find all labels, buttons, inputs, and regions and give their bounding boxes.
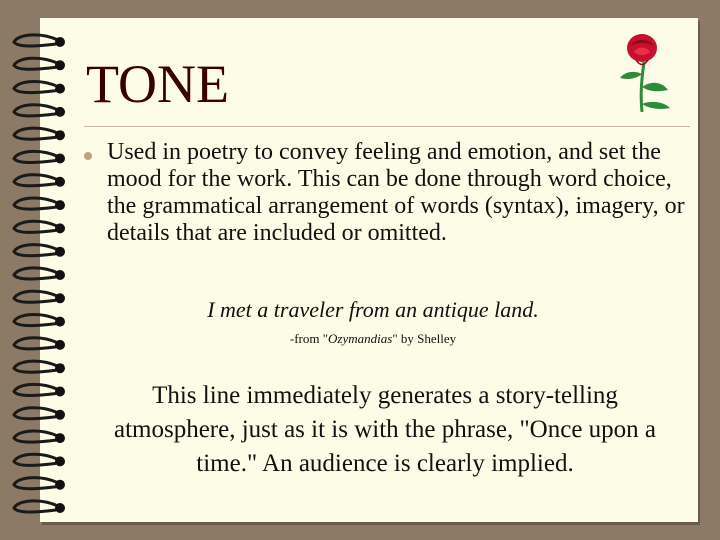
title-divider (84, 126, 690, 127)
binding-hole (55, 177, 65, 187)
binding-ring (14, 501, 58, 512)
spiral-binding-icon (0, 0, 80, 540)
binding-ring (14, 408, 58, 419)
binding-hole (55, 247, 65, 257)
binding-hole (55, 130, 65, 140)
binding-ring (14, 151, 58, 162)
binding-ring (14, 198, 58, 209)
binding-hole (55, 107, 65, 117)
tone-definition: Used in poetry to convey feeling and emotion, and set the mood for the work. This can be done through word choice, the grammatical arrangement of words (syntax), imagery, or details that are included or omitted. (107, 139, 685, 246)
binding-ring (14, 221, 58, 232)
binding-ring (14, 128, 58, 139)
binding-ring (14, 245, 58, 256)
slide-title: TONE (86, 54, 229, 114)
binding-hole (55, 480, 65, 490)
binding-hole (55, 363, 65, 373)
binding-ring (14, 454, 58, 465)
binding-hole (55, 387, 65, 397)
quote-analysis: This line immediately generates a story-telling atmosphere, just as it is with the phrase, "Once upon a time." An audience is clearly implied. (113, 382, 657, 477)
binding-ring (14, 478, 58, 489)
binding-ring (14, 384, 58, 395)
rose-icon (614, 32, 676, 114)
binding-hole (55, 200, 65, 210)
quote-attribution (0, 331, 720, 347)
binding-hole (55, 270, 65, 280)
binding-ring (14, 105, 58, 116)
binding-hole (55, 223, 65, 233)
binding-ring (14, 268, 58, 279)
poem-quote: I met a traveler from an antique land. (207, 297, 539, 322)
binding-hole (55, 456, 65, 466)
binding-hole (55, 154, 65, 164)
binding-ring (14, 361, 58, 372)
binding-hole (55, 84, 65, 94)
binding-hole (55, 503, 65, 513)
binding-hole (55, 37, 65, 47)
attribution-prefix: -from " (289, 331, 329, 346)
binding-hole (55, 433, 65, 443)
binding-hole (55, 60, 65, 70)
binding-ring (14, 35, 58, 46)
binding-ring (14, 58, 58, 69)
bullet-dot-icon (84, 152, 92, 160)
binding-ring (14, 175, 58, 186)
binding-hole (55, 410, 65, 420)
binding-ring (14, 82, 58, 93)
attribution-work: Ozymandias (328, 331, 393, 346)
attribution-suffix: " by Shelley (392, 331, 457, 346)
binding-ring (14, 431, 58, 442)
